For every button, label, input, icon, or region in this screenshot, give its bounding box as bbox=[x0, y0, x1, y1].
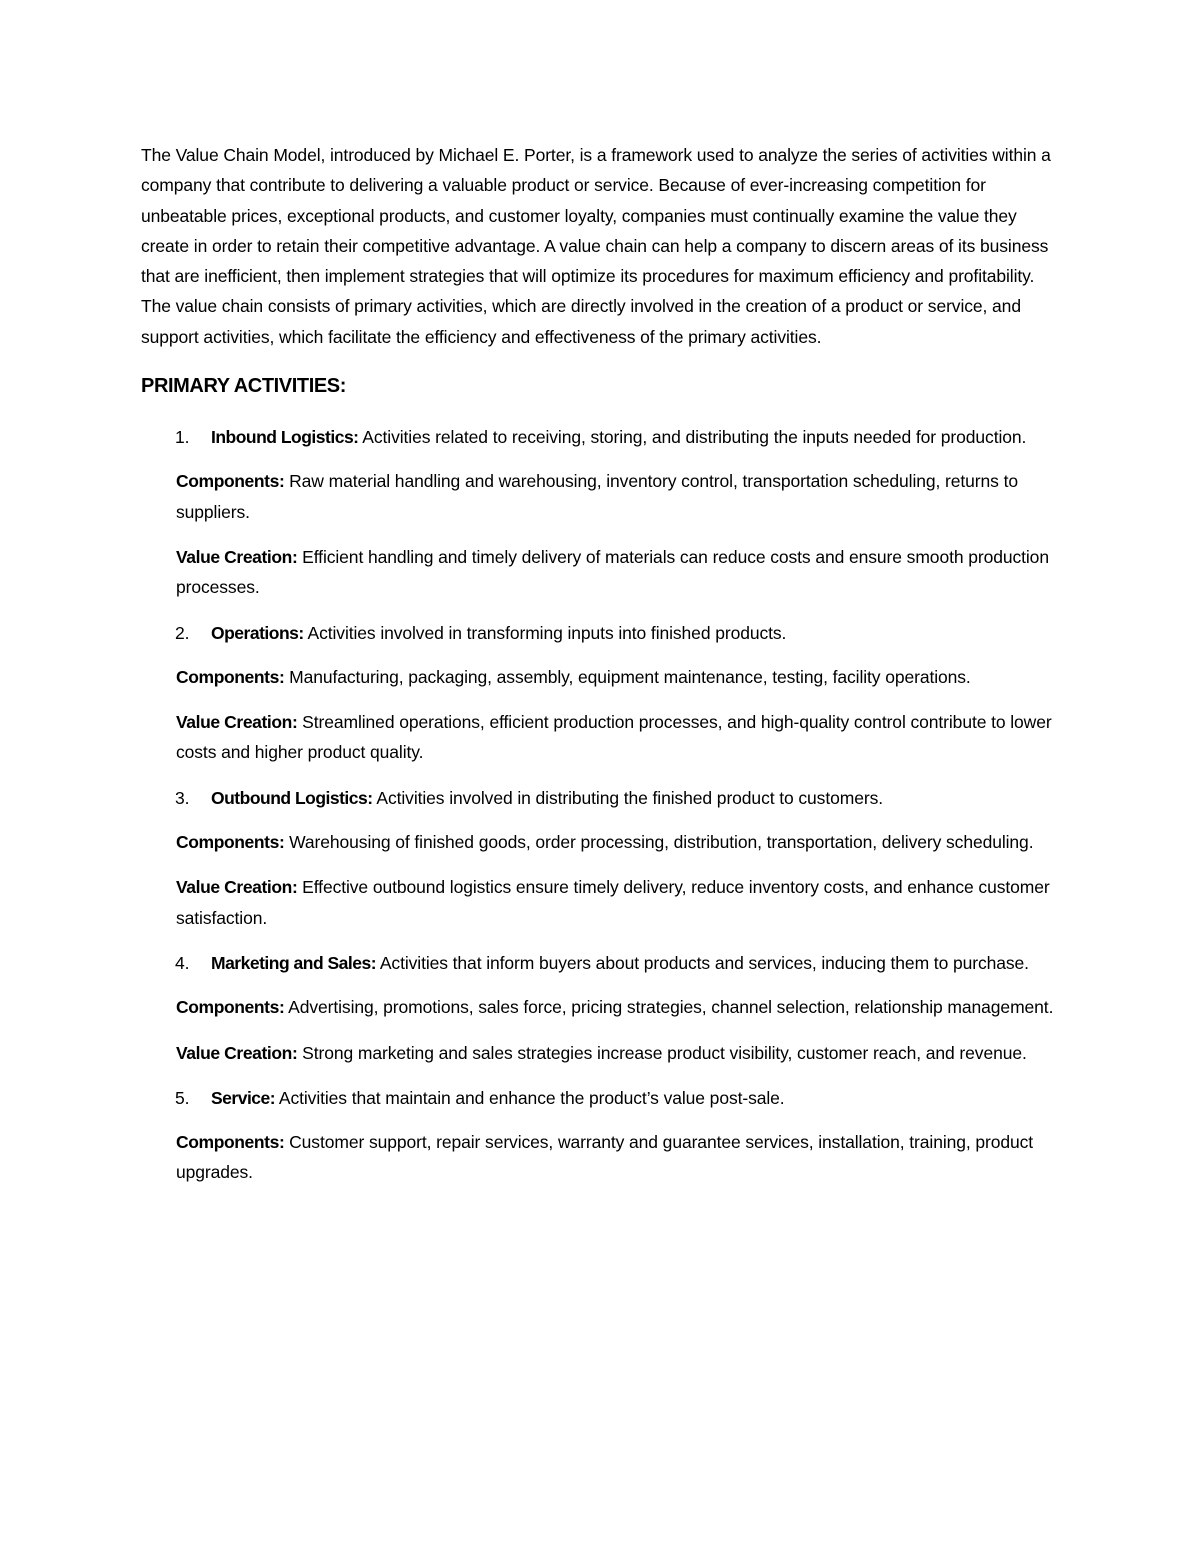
activity-item bbox=[141, 1083, 1061, 1113]
activity-description: Activities involved in transforming inputs into finished products. bbox=[303, 622, 787, 643]
components-label: Components: bbox=[176, 997, 285, 1018]
activity-number: 5. bbox=[175, 1087, 190, 1108]
components-label: Components: bbox=[176, 832, 285, 853]
activity-number: 4. bbox=[175, 952, 190, 973]
activity-title: Inbound Logistics: bbox=[211, 427, 359, 448]
value-creation-label: Value Creation: bbox=[176, 877, 298, 898]
components-text: Customer support, repair services, warranty and guarantee services, installation, training, product upgrades. bbox=[176, 1132, 1034, 1183]
components-text: Advertising, promotions, sales force, pricing strategies, channel selection, relationship management. bbox=[284, 997, 1054, 1018]
value-creation-text: Strong marketing and sales strategies increase product visibility, customer reach, and revenue. bbox=[297, 1042, 1027, 1063]
components-label: Components: bbox=[176, 666, 285, 687]
activity-item bbox=[141, 783, 1061, 813]
value-creation-text: Efficient handling and timely delivery of materials can reduce costs and ensure smooth production processes. bbox=[176, 546, 1049, 598]
components-paragraph bbox=[141, 827, 1061, 857]
components-label: Components: bbox=[176, 471, 285, 492]
activity-description: Activities related to receiving, storing, and distributing the inputs needed for production. bbox=[358, 427, 1027, 448]
value-creation-label: Value Creation: bbox=[176, 712, 298, 733]
value-creation-paragraph bbox=[141, 872, 1061, 933]
activity-item bbox=[141, 618, 1061, 648]
section-heading: PRIMARY ACTIVITIES: bbox=[141, 375, 347, 398]
intro-paragraph: The Value Chain Model, introduced by Michael E. Porter, is a framework used to analyze the series of activities within a company that contribute to delivering a valuable product or service. Because of ever-increasing competition for unbeatable prices, exceptional products, and customer loyalty, companies must continually examine the value they create in order to retain their competitive advantage. A value chain can help a company to discern areas of its business that are inefficient, then implement strategies that will optimize its procedures for maximum efficiency and profitability. The value chain consists of primary activities, which are directly involved in the creation of a product or service, and support activities, which facilitate the efficiency and effectiveness of the primary activities. bbox=[141, 145, 1051, 347]
activity-item bbox=[141, 948, 1061, 978]
components-text: Manufacturing, packaging, assembly, equipment maintenance, testing, facility operations. bbox=[284, 666, 971, 687]
activity-description: Activities involved in distributing the finished product to customers. bbox=[372, 787, 883, 808]
activity-number: 2. bbox=[175, 622, 190, 643]
activity-title: Outbound Logistics: bbox=[211, 787, 373, 808]
value-creation-label: Value Creation: bbox=[176, 1042, 298, 1063]
value-creation-paragraph bbox=[141, 542, 1061, 603]
activity-description: Activities that maintain and enhance the product’s value post-sale. bbox=[275, 1087, 785, 1108]
value-creation-label: Value Creation: bbox=[176, 546, 298, 567]
activity-number: 3. bbox=[175, 787, 190, 808]
components-text: Raw material handling and warehousing, inventory control, transportation scheduling, returns to suppliers. bbox=[176, 471, 1018, 522]
activity-description: Activities that inform buyers about products and services, inducing them to purchase. bbox=[376, 952, 1029, 973]
activity-number: 1. bbox=[175, 427, 190, 448]
value-creation-text: Effective outbound logistics ensure timely delivery, reduce inventory costs, and enhance customer satisfaction. bbox=[176, 877, 1050, 928]
components-paragraph bbox=[141, 662, 1061, 692]
activity-title: Operations: bbox=[211, 622, 304, 643]
components-paragraph bbox=[141, 1127, 1061, 1188]
document-body bbox=[141, 140, 1061, 1203]
components-text: Warehousing of finished goods, order processing, distribution, transportation, delivery scheduling. bbox=[284, 832, 1034, 853]
activity-title: Marketing and Sales: bbox=[211, 952, 377, 973]
value-creation-text: Streamlined operations, efficient production processes, and high-quality control contribute to lower costs and higher product quality. bbox=[176, 712, 1052, 763]
components-label: Components: bbox=[176, 1132, 285, 1153]
components-paragraph bbox=[141, 992, 1061, 1022]
activity-item bbox=[141, 422, 1061, 452]
activity-title: Service: bbox=[211, 1087, 276, 1108]
components-paragraph bbox=[141, 466, 1061, 527]
value-creation-paragraph bbox=[141, 1038, 1061, 1068]
value-creation-paragraph bbox=[141, 707, 1061, 768]
